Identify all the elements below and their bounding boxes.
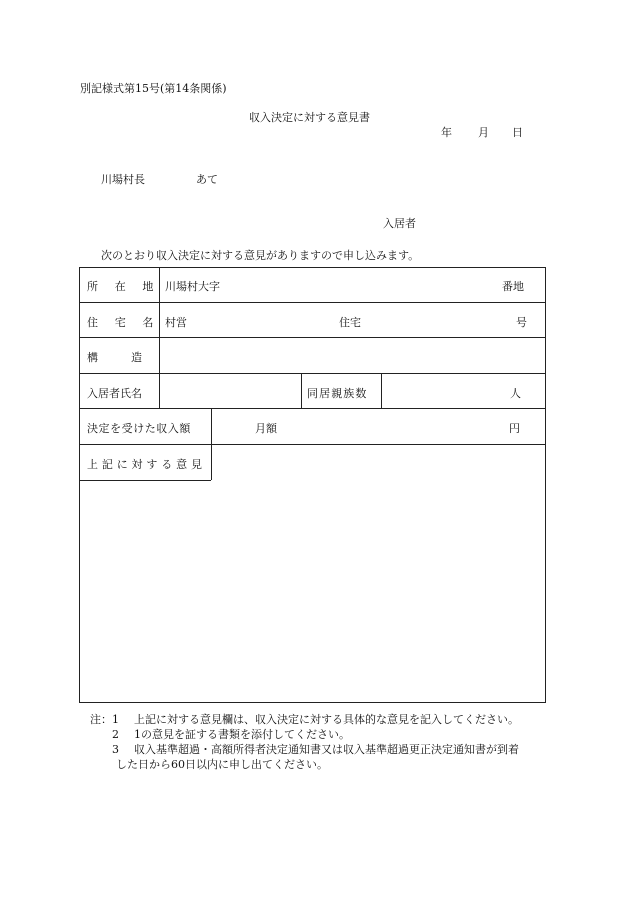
- row-divider: [80, 373, 545, 374]
- resident-name-input[interactable]: [164, 377, 296, 405]
- income-monthly: 月額: [255, 422, 277, 435]
- structure-label: 構 造: [87, 351, 142, 364]
- income-label: 決定を受けた収入額: [87, 422, 191, 435]
- structure-input[interactable]: [164, 341, 540, 369]
- col-divider: [211, 408, 212, 480]
- col-divider: [301, 373, 302, 408]
- housing-label: 住 宅 名: [87, 316, 160, 329]
- date-month: 月: [478, 126, 489, 139]
- cohabitants-unit: 人: [510, 387, 521, 400]
- housing-name-input[interactable]: [190, 306, 330, 334]
- cohabitants-input[interactable]: [386, 377, 504, 405]
- note-text: 収入基準超過・高額所得者決定通知書又は収入基準超過更正決定通知書が到着: [134, 743, 519, 756]
- intro-text: 次のとおり収入決定に対する意見がありますので申し込みます。: [101, 249, 420, 262]
- housing-prefix: 村営: [165, 316, 187, 329]
- housing-suffix: 号: [516, 316, 527, 329]
- note-item: [90, 712, 519, 727]
- row-divider: [80, 337, 545, 338]
- note-item: [90, 742, 519, 757]
- income-unit: 円: [509, 422, 520, 435]
- form-number: 別記様式第15号(第14条関係): [80, 82, 227, 95]
- date-day: 日: [512, 126, 523, 139]
- opinion-form-table: [79, 267, 546, 703]
- col-divider: [381, 373, 382, 408]
- housing-number-input[interactable]: [370, 306, 510, 334]
- addressee-to: あて: [196, 173, 218, 186]
- row-divider: [80, 408, 545, 409]
- row-divider: [80, 302, 545, 303]
- housing-middle: 住宅: [339, 316, 361, 329]
- date-year: 年: [441, 126, 452, 139]
- location-label: 所 在 地: [87, 280, 160, 293]
- note-item: [90, 727, 519, 742]
- location-suffix: 番地: [502, 280, 524, 293]
- note-number: 1: [112, 713, 119, 726]
- addressee-mayor: 川場村長: [101, 173, 145, 186]
- opinion-label: 上記に対する意見: [87, 458, 206, 471]
- note-number: 2: [112, 728, 119, 741]
- location-input[interactable]: [225, 271, 495, 299]
- note-continuation-text: した日から60日以内に申し出てください。: [116, 758, 328, 771]
- income-input[interactable]: [285, 412, 500, 440]
- note-text: 上記に対する意見欄は、収入決定に対する具体的な意見を記入してください。: [134, 713, 519, 726]
- location-prefix: 川場村大字: [165, 280, 220, 293]
- opinion-textarea[interactable]: [84, 484, 540, 696]
- note-text: 1の意見を証する書類を添付してください。: [134, 728, 350, 741]
- document-title: 収入決定に対する意見書: [249, 111, 370, 124]
- cohabitants-label: 同居親族数: [307, 387, 368, 400]
- row-divider: [80, 444, 545, 445]
- note-number: 3: [112, 743, 119, 756]
- applicant-label: 入居者: [383, 217, 416, 230]
- notes-section: [90, 712, 519, 772]
- notes-prefix: 注：: [90, 713, 112, 726]
- row-divider: [80, 480, 211, 481]
- note-continuation: [90, 757, 519, 772]
- resident-name-label: 入居者氏名: [87, 387, 142, 400]
